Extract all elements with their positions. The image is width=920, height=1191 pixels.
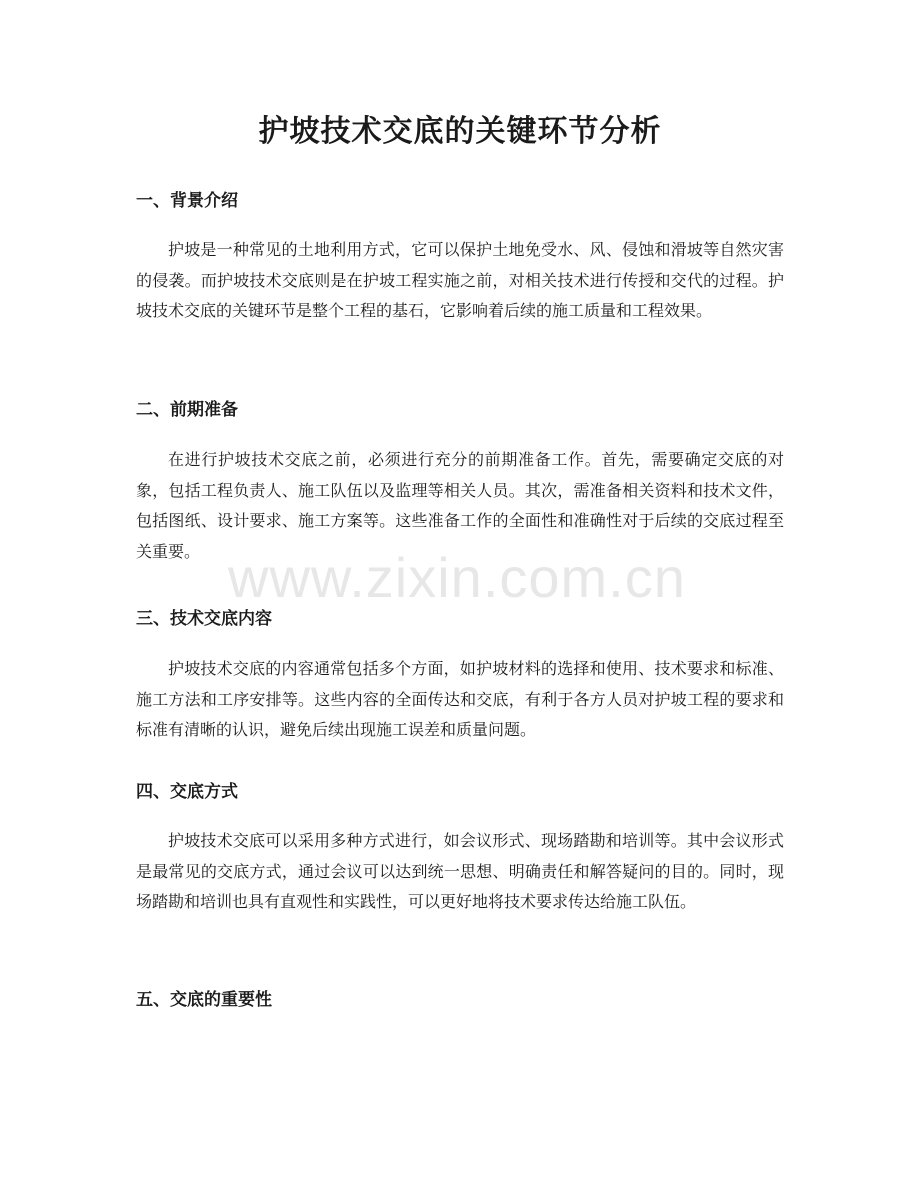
section-paragraph-preparation: 在进行护坡技术交底之前，必须进行充分的前期准备工作。首先，需要确定交底的对象，包括工程负责人、施工队伍以及监理等相关人员。其次，需准备相关资料和技术文件，包括图纸、设计要求、施工方案等。这些准备工作的全面性和准确性对于后续的交底过程至关重要。 <box>136 450 784 561</box>
section-heading-method: 四、交底方式 <box>136 782 238 802</box>
section-paragraph-content: 护坡技术交底的内容通常包括多个方面，如护坡材料的选择和使用、技术要求和标准、施工方法和工序安排等。这些内容的全面传达和交底，有利于各方人员对护坡工程的要求和标准有清晰的认识，避免后续出现施工误差和质量问题。 <box>136 659 784 739</box>
section-heading-preparation: 二、前期准备 <box>136 400 238 420</box>
section-heading-importance: 五、交底的重要性 <box>136 990 272 1010</box>
section-heading-content: 三、技术交底内容 <box>136 609 272 629</box>
section-paragraph-background: 护坡是一种常见的土地利用方式，它可以保护土地免受水、风、侵蚀和滑坡等自然灾害的侵袭。而护坡技术交底则是在护坡工程实施之前，对相关技术进行传授和交代的过程。护坡技术交底的关键环节是整个工程的基石，它影响着后续的施工质量和工程效果。 <box>136 240 784 320</box>
section-heading-background: 一、背景介绍 <box>136 191 238 211</box>
section-paragraph-method: 护坡技术交底可以采用多种方式进行，如会议形式、现场踏勘和培训等。其中会议形式是最常见的交底方式，通过会议可以达到统一思想、明确责任和解答疑问的目的。同时，现场踏勘和培训也具有直观性和实践性，可以更好地将技术要求传达给施工队伍。 <box>136 831 784 911</box>
watermark-text: www.zixin.com.cn <box>228 546 686 609</box>
page-title: 护坡技术交底的关键环节分析 <box>258 114 662 149</box>
